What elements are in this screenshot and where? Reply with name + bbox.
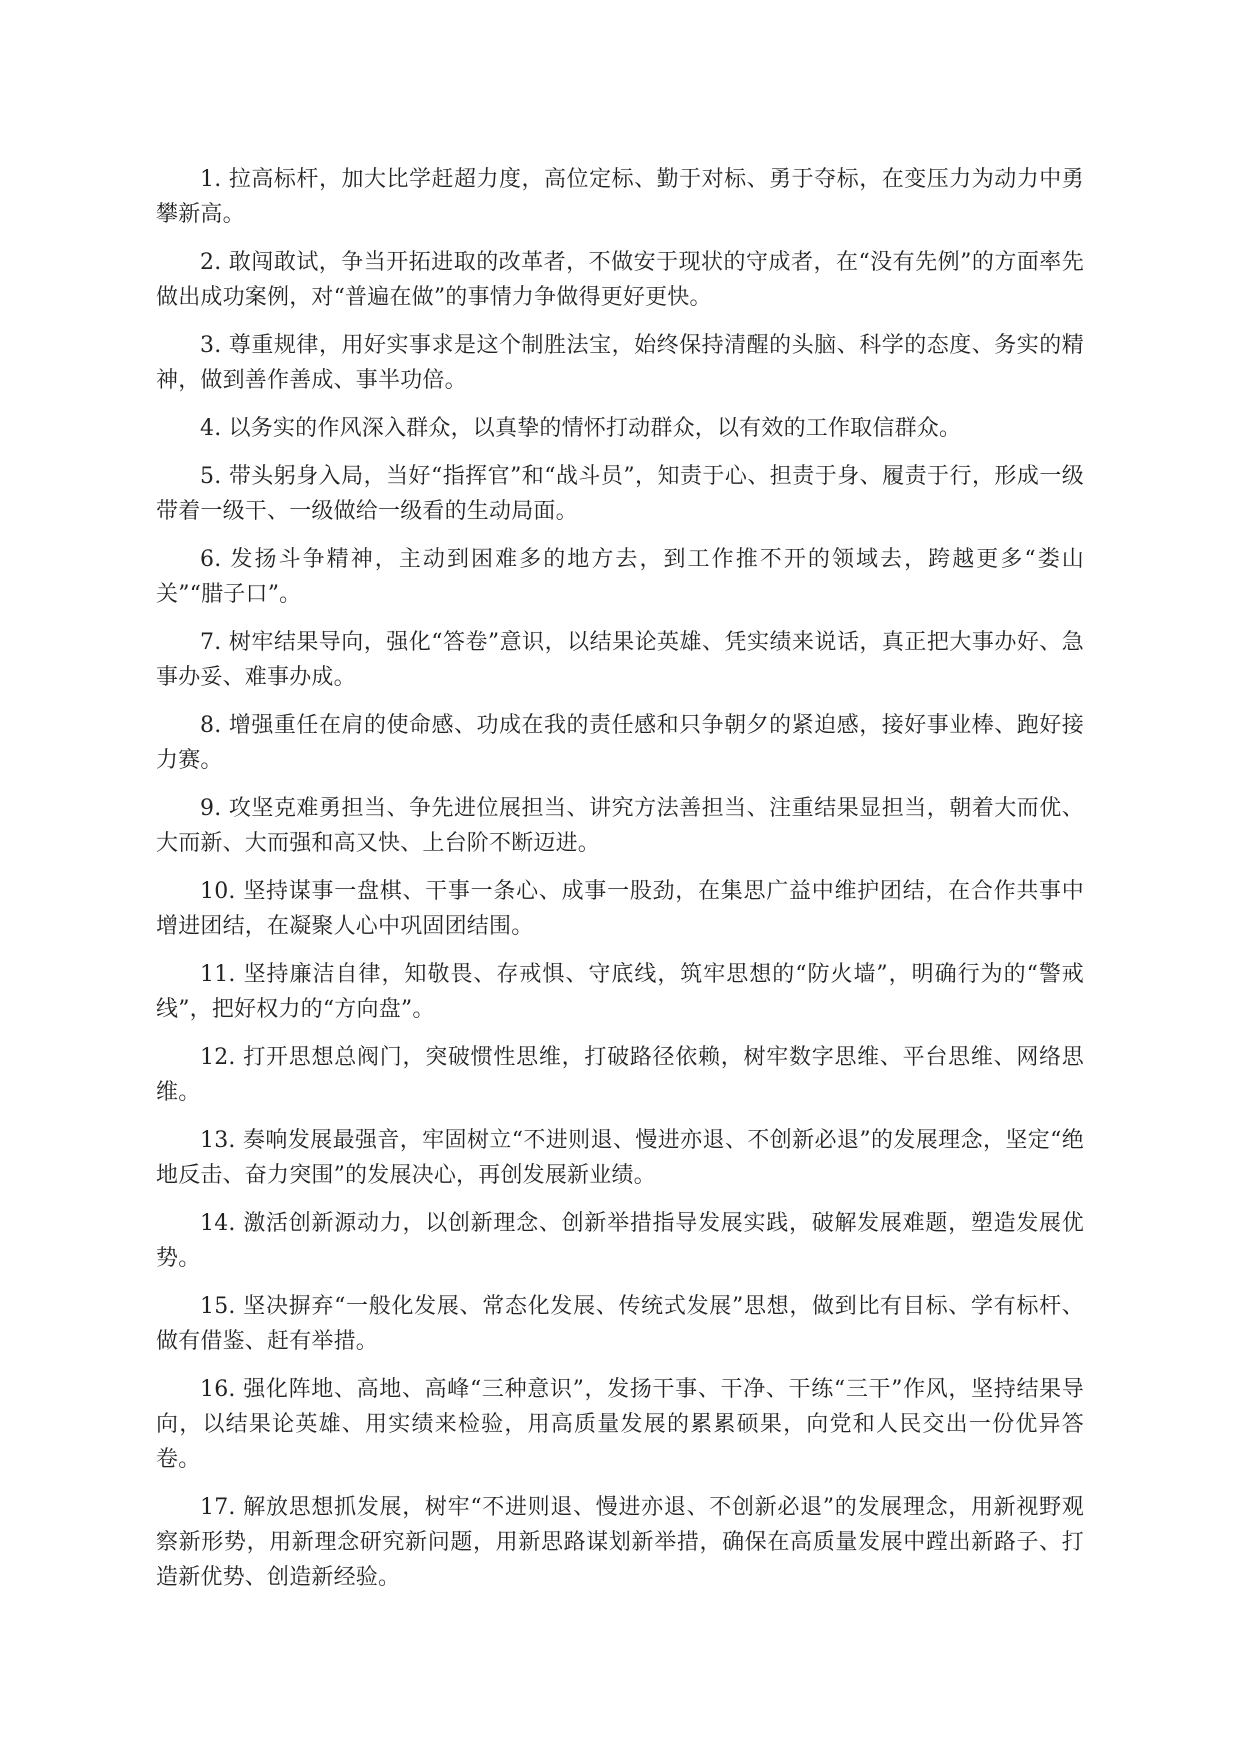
list-item-9: 9. 攻坚克难勇担当、争先进位展担当、讲究方法善担当、注重结果显担当，朝着大而优、大而新、大而强和高又快、上台阶不断迈进。: [156, 796, 1084, 856]
list-item-3: 3. 尊重规律，用好实事求是这个制胜法宝，始终保持清醒的头脑、科学的态度、务实的精神，做到善作善成、事半功倍。: [156, 333, 1084, 393]
list-item-2: 2. 敢闯敢试，争当开拓进取的改革者，不做安于现状的守成者，在“没有先例”的方面率先做出成功案例，对“普遍在做”的事情力争做得更好更快。: [156, 250, 1084, 310]
list-item-7: 7. 树牢结果导向，强化“答卷”意识，以结果论英雄、凭实绩来说话，真正把大事办好、急事办妥、难事办成。: [156, 630, 1084, 690]
list-item-14: 14. 激活创新源动力，以创新理念、创新举措指导发展实践，破解发展难题，塑造发展优势。: [156, 1211, 1084, 1271]
list-item-1: 1. 拉高标杆，加大比学赶超力度，高位定标、勤于对标、勇于夺标，在变压力为动力中勇攀新高。: [156, 167, 1084, 227]
list-item-4: 4. 以务实的作风深入群众，以真挚的情怀打动群众，以有效的工作取信群众。: [200, 416, 962, 441]
list-item-5: 5. 带头躬身入局，当好“指挥官”和“战斗员”，知责于心、担责于身、履责于行，形成一级带着一级干、一级做给一级看的生动局面。: [156, 464, 1084, 524]
list-item-13: 13. 奏响发展最强音，牢固树立“不进则退、慢进亦退、不创新必退”的发展理念，坚定“绝地反击、奋力突围”的发展决心，再创发展新业绩。: [156, 1128, 1084, 1188]
list-item-10: 10. 坚持谋事一盘棋、干事一条心、成事一股劲，在集思广益中维护团结，在合作共事中增进团结，在凝聚人心中巩固团结围。: [156, 879, 1084, 939]
list-item-6: 6. 发扬斗争精神，主动到困难多的地方去，到工作推不开的领域去，跨越更多“娄山关”“腊子口”。: [156, 547, 1084, 607]
list-item-16: 16. 强化阵地、高地、高峰“三种意识”，发扬干事、干净、干练“三干”作风，坚持结果导向，以结果论英雄、用实绩来检验，用高质量发展的累累硕果，向党和人民交出一份优异答卷。: [156, 1377, 1084, 1472]
list-item-17: 17. 解放思想抓发展，树牢“不进则退、慢进亦退、不创新必退”的发展理念，用新视野观察新形势，用新理念研究新问题，用新思路谋划新举措，确保在高质量发展中蹚出新路子、打造新优势、创造新经验。: [156, 1495, 1084, 1590]
document-body: [156, 162, 1084, 1608]
list-item-11: 11. 坚持廉洁自律，知敬畏、存戒惧、守底线，筑牢思想的“防火墙”，明确行为的“警戒线”，把好权力的“方向盘”。: [156, 962, 1084, 1022]
list-item-12: 12. 打开思想总阀门，突破惯性思维，打破路径依赖，树牢数字思维、平台思维、网络思维。: [156, 1045, 1084, 1105]
list-item-8: 8. 增强重任在肩的使命感、功成在我的责任感和只争朝夕的紧迫感，接好事业棒、跑好接力赛。: [156, 713, 1084, 773]
list-item-15: 15. 坚决摒弃“一般化发展、常态化发展、传统式发展”思想，做到比有目标、学有标杆、做有借鉴、赶有举措。: [156, 1294, 1084, 1354]
